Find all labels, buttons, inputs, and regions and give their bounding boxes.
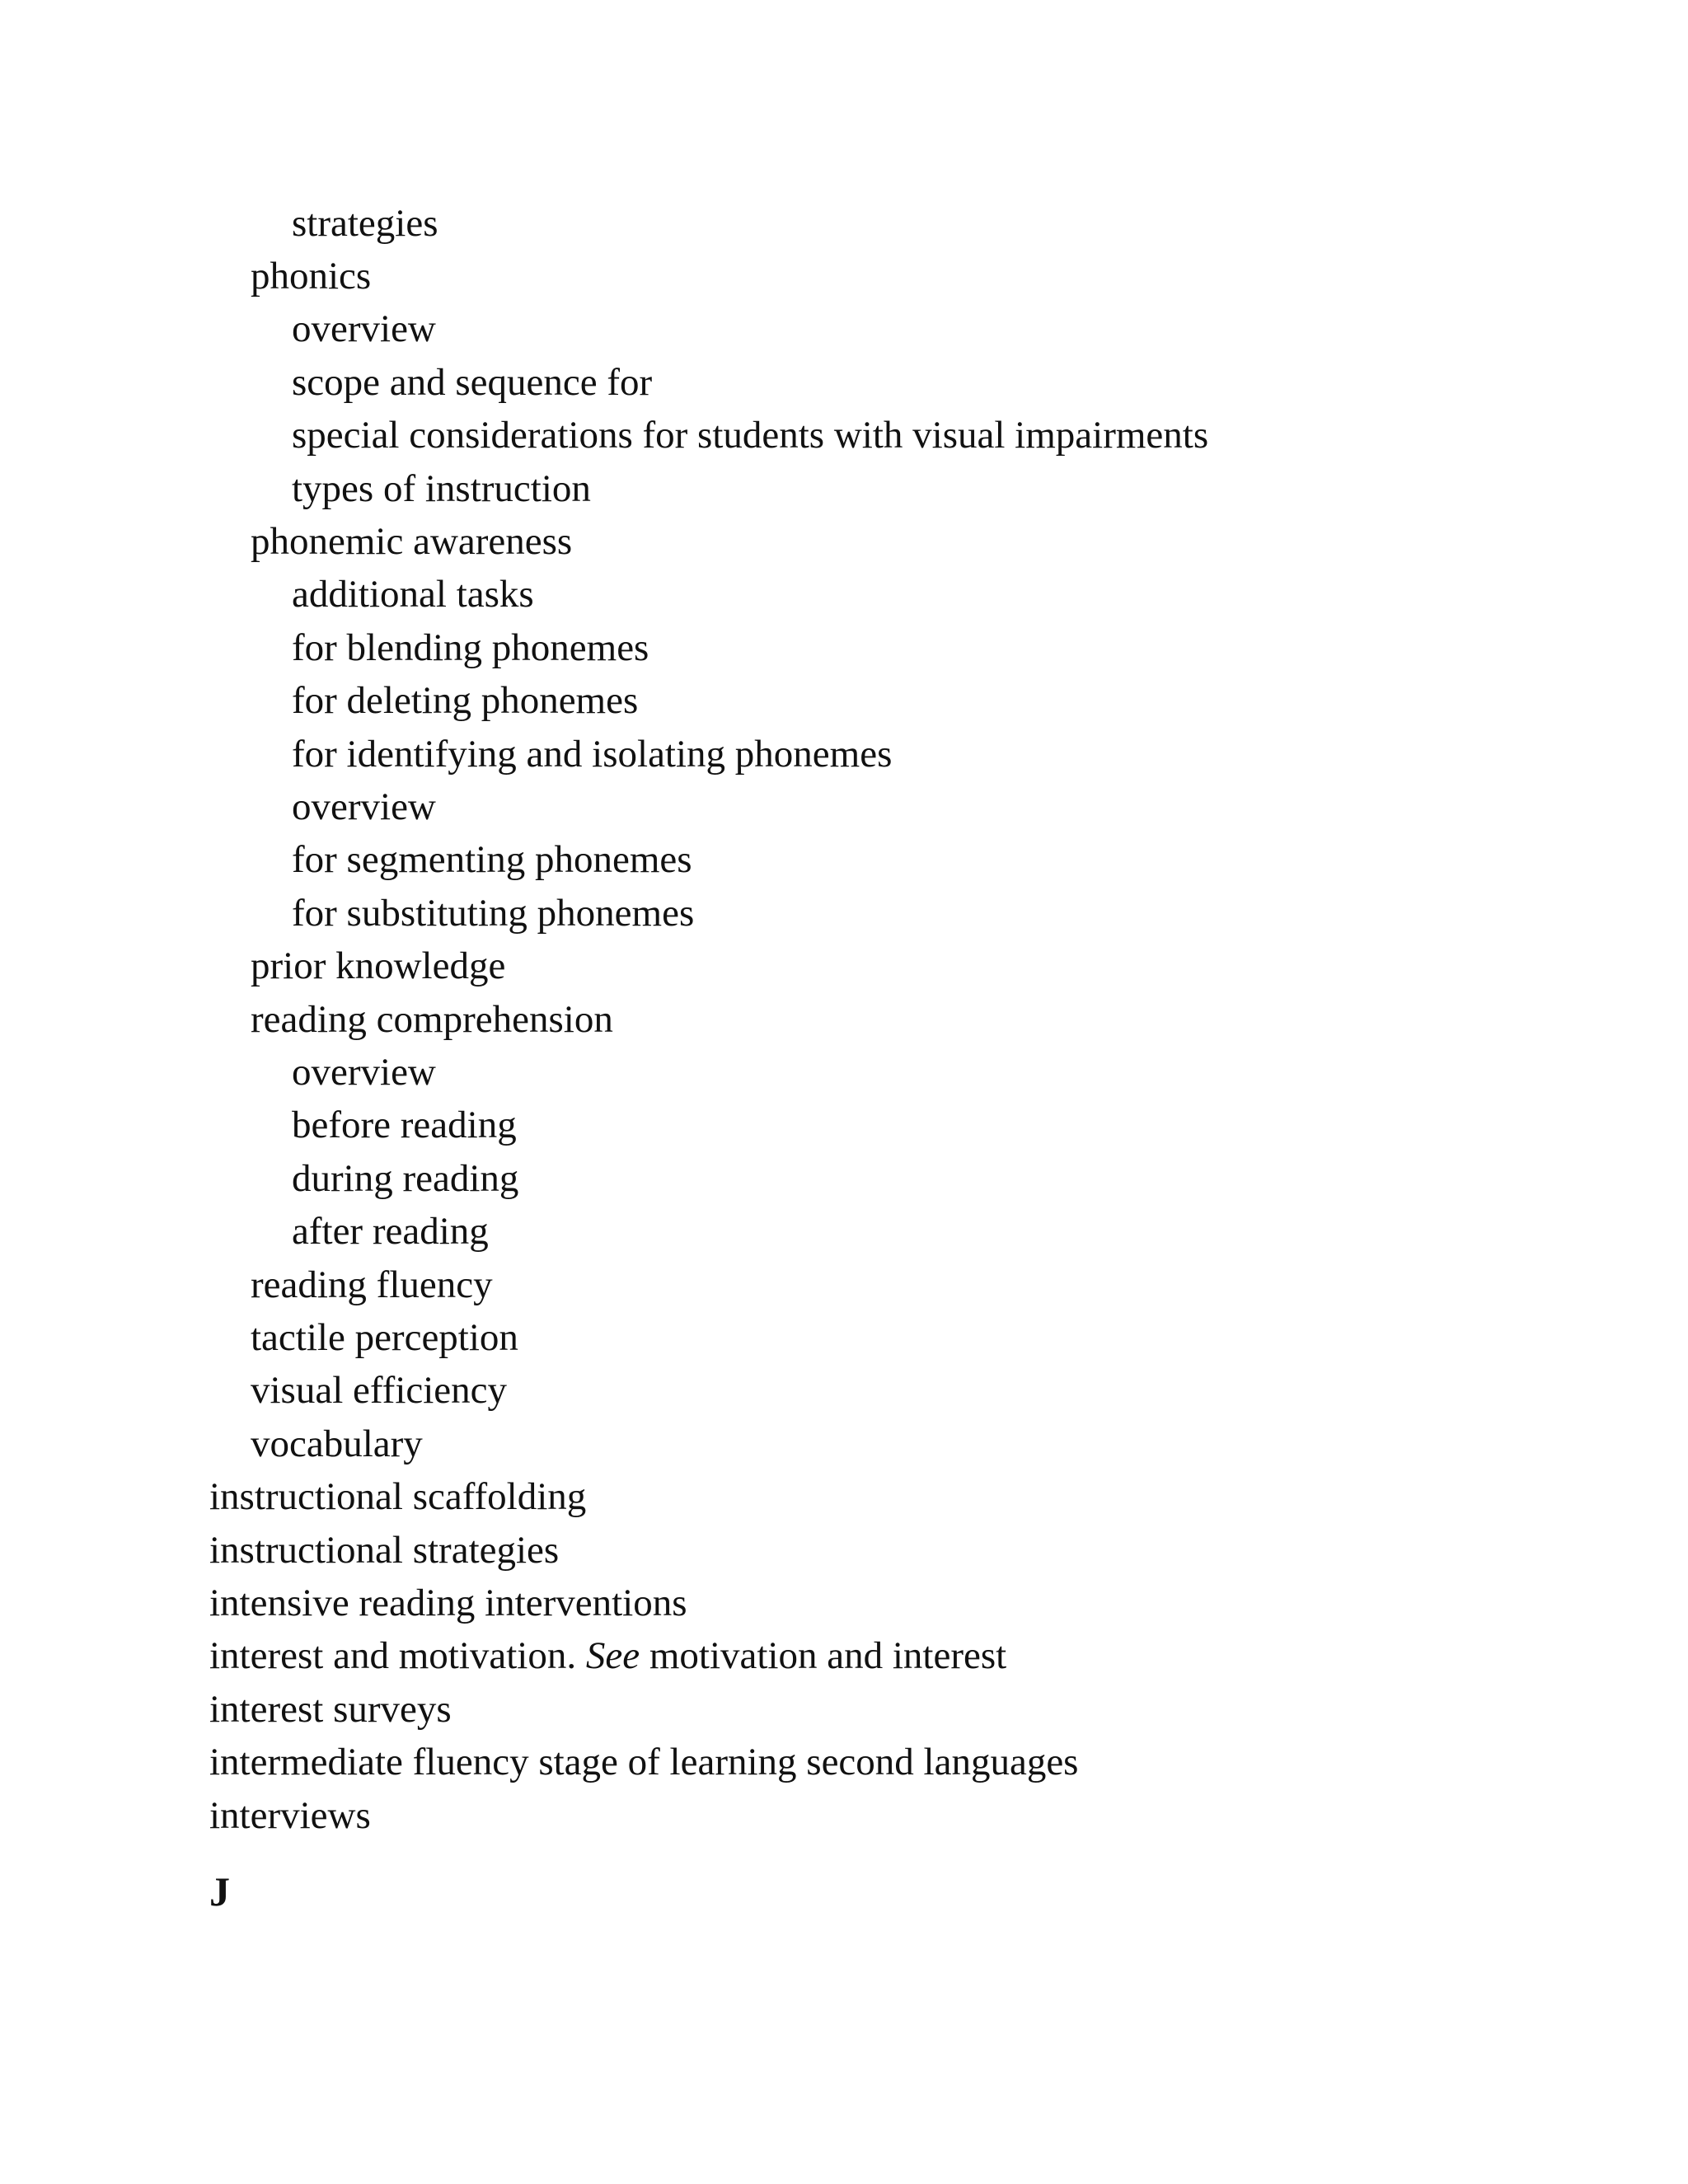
index-subheading: visual efficiency xyxy=(251,1369,508,1412)
entry-text: interest and motivation. xyxy=(209,1634,586,1677)
index-subheading: vocabulary xyxy=(251,1422,423,1465)
index-main-entry: interest surveys xyxy=(209,1688,452,1731)
index-subentry: additional tasks xyxy=(292,573,534,616)
index-subentry: for blending phonemes xyxy=(292,626,649,669)
index-subentry: after reading xyxy=(292,1210,489,1253)
index-main-entry: instructional scaffolding xyxy=(209,1475,587,1518)
index-subheading: reading comprehension xyxy=(251,998,613,1041)
index-subentry: before reading xyxy=(292,1104,517,1146)
index-subentry: scope and sequence for xyxy=(292,361,653,404)
index-main-entry: intensive reading interventions xyxy=(209,1582,687,1624)
index-subheading: reading fluency xyxy=(251,1263,493,1306)
index-subheading: prior knowledge xyxy=(251,944,506,987)
index-subheading: phonemic awareness xyxy=(251,520,573,563)
index-subentry: special considerations for students with visual impairments xyxy=(292,414,1209,457)
index-main-entry: instructional strategies xyxy=(209,1529,560,1572)
index-main-entry: intermediate fluency stage of learning second languages xyxy=(209,1741,1079,1783)
index-subentry: overview xyxy=(292,307,436,350)
index-subentry: overview xyxy=(292,1051,436,1094)
index-subentry: types of instruction xyxy=(292,467,591,510)
index-subentry: strategies xyxy=(292,202,438,245)
index-main-entry-cross-reference xyxy=(209,1633,1006,1679)
index-subentry: during reading xyxy=(292,1157,519,1200)
see-reference-label: See xyxy=(585,1634,640,1677)
index-subheading: tactile perception xyxy=(251,1316,518,1359)
index-subentry: for segmenting phonemes xyxy=(292,838,692,881)
index-subentry: for substituting phonemes xyxy=(292,892,695,935)
index-subentry: for deleting phonemes xyxy=(292,679,639,722)
see-reference-target: motivation and interest xyxy=(640,1634,1007,1677)
index-subentry: for identifying and isolating phonemes xyxy=(292,733,893,776)
index-subentry: overview xyxy=(292,785,436,828)
index-subheading: phonics xyxy=(251,255,372,298)
index-main-entry: interviews xyxy=(209,1794,371,1837)
index-section-letter: J xyxy=(209,1868,230,1915)
